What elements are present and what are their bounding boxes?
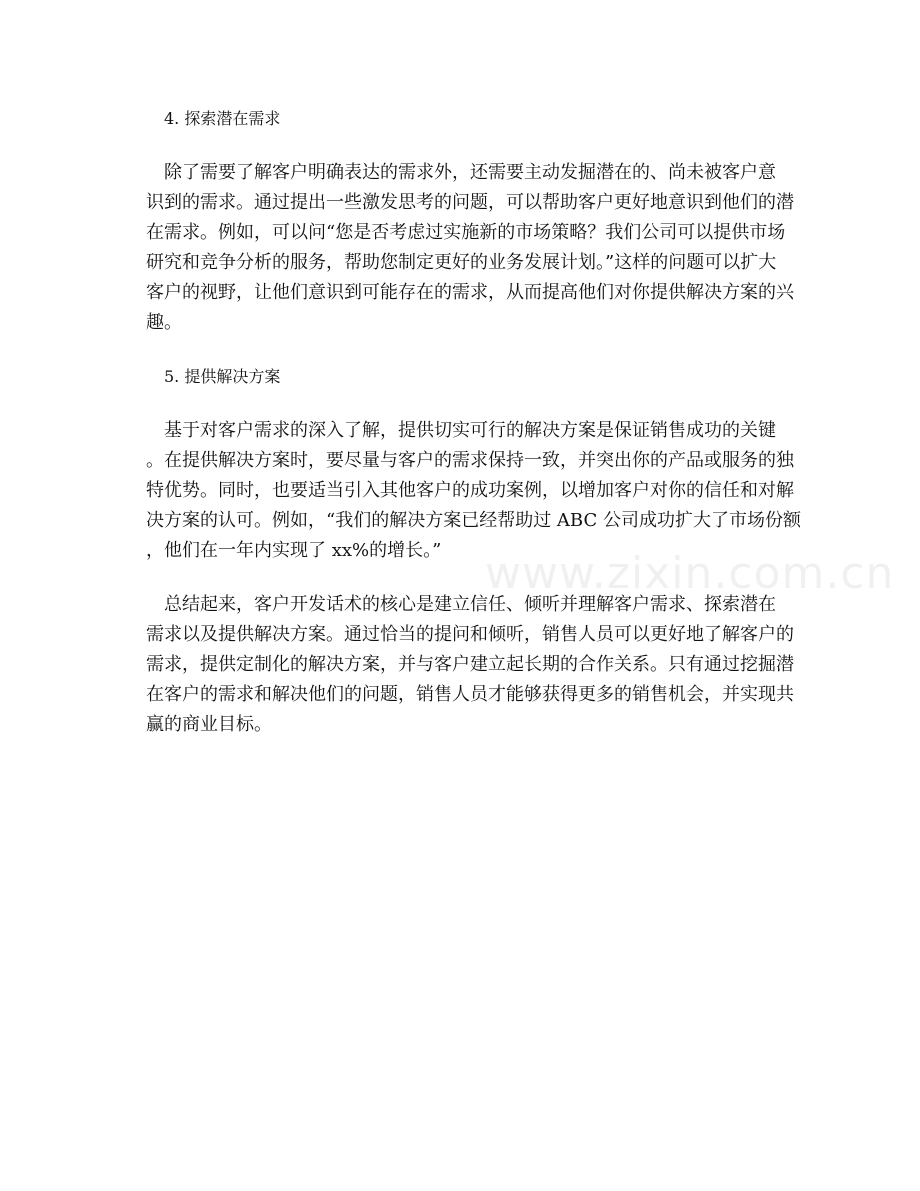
section-heading-explore-needs: 4. 探索潜在需求 — [164, 109, 281, 128]
paragraph-line: 基于对客户需求的深入了解，提供切实可行的解决方案是保证销售成功的关键 — [164, 420, 776, 441]
paragraph-line: 特优势。同时，也要适当引入其他客户的成功案例，以增加客户对你的信任和对解 — [146, 480, 794, 501]
paragraph-provide-solutions — [146, 416, 801, 566]
paragraph-line: 需求以及提供解决方案。通过恰当的提问和倾听，销售人员可以更好地了解客户的 — [146, 624, 794, 645]
section-heading-provide-solutions: 5. 提供解决方案 — [164, 367, 281, 386]
paragraph-line: ，他们在一年内实现了 xx%的增长。” — [146, 540, 442, 561]
paragraph-summary — [146, 590, 794, 740]
paragraph-line: 在需求。例如，可以问“您是否考虑过实施新的市场策略？我们公司可以提供市场 — [146, 222, 786, 243]
paragraph-explore-needs — [146, 158, 794, 338]
paragraph-line: 。在提供解决方案时，要尽量与客户的需求保持一致，并突出你的产品或服务的独 — [146, 450, 794, 471]
paragraph-line: 决方案的认可。例如，“我们的解决方案已经帮助过 ABC 公司成功扩大了市场份额 — [146, 510, 801, 531]
paragraph-line: 趣。 — [146, 312, 182, 333]
paragraph-line: 在客户的需求和解决他们的问题，销售人员才能够获得更多的销售机会，并实现共 — [146, 684, 794, 705]
paragraph-line: 客户的视野，让他们意识到可能存在的需求，从而提高他们对你提供解决方案的兴 — [146, 282, 794, 303]
paragraph-line: 除了需要了解客户明确表达的需求外，还需要主动发掘潜在的、尚未被客户意 — [164, 162, 776, 183]
paragraph-line: 识到的需求。通过提出一些激发思考的问题，可以帮助客户更好地意识到他们的潜 — [146, 192, 794, 213]
paragraph-line: 赢的商业目标。 — [146, 714, 272, 735]
paragraph-line: 需求，提供定制化的解决方案，并与客户建立起长期的合作关系。只有通过挖掘潜 — [146, 654, 794, 675]
watermark: www.zixin.com.cn — [485, 548, 895, 599]
paragraph-line: 研究和竞争分析的服务，帮助您制定更好的业务发展计划。”这样的问题可以扩大 — [146, 252, 777, 273]
document-body — [146, 104, 801, 764]
paragraph-line: 总结起来，客户开发话术的核心是建立信任、倾听并理解客户需求、探索潜在 — [164, 594, 776, 615]
